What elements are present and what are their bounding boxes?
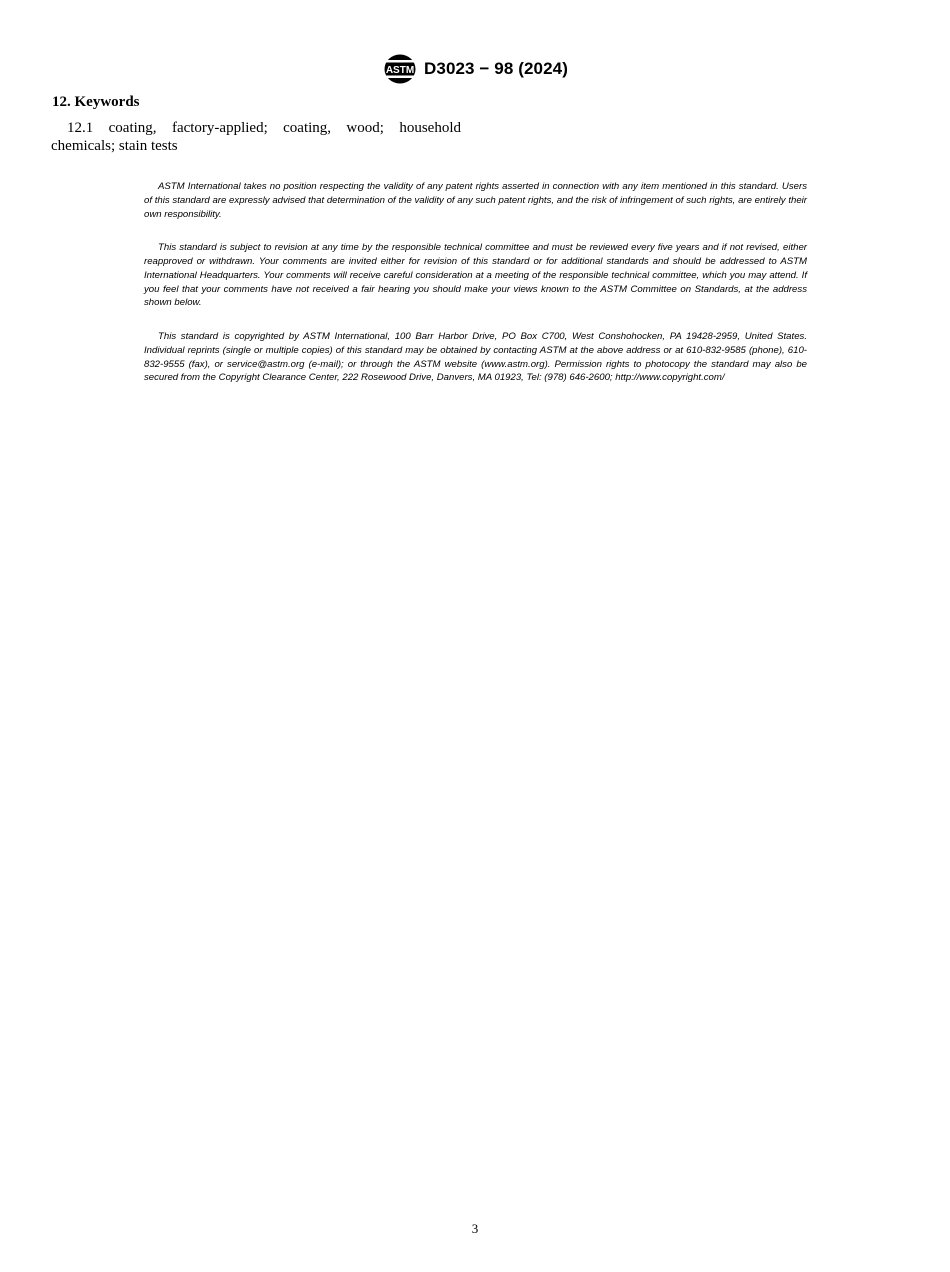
copyright-notice: This standard is copyrighted by ASTM International, 100 Barr Harbor Drive, PO Box C700, West Conshohocken, PA 19428-2959, United States. Individual reprints (single or multiple copies) of this standard may be obtained by contacting ASTM at the above address or at 610-832-9585 (phone), 610-832-9555 (fax), or service@astm.org (e-mail); or through the ASTM website (www.astm.org). Permission rights to photocopy the standard may also be secured from the Copyright Clearance Center, 222 Rosewood Drive, Danvers, MA 01923, Tel: (978) 646-2600; http://www.copyright.com/	[144, 331, 807, 384]
legal-notices	[144, 180, 807, 405]
header-inner	[382, 53, 568, 85]
patent-notice: ASTM International takes no position respecting the validity of any patent rights asserted in connection with any item mentioned in this standard. Users of this standard are expressly advised that determination of the validity of any such patent rights, and the risk of infringement of such rights, are entirely their own responsibility.	[144, 181, 807, 220]
revision-notice: This standard is subject to revision at any time by the responsible technical committee and must be reviewed every five years and if not revised, either reapproved or withdrawn. Your comments are invited either for revision of this standard or for additional standards and should be addressed to ASTM International Headquarters. Your comments will receive careful consideration at a meeting of the responsible technical committee, which you may attend. If you feel that your comments have not received a fair hearing you should make your views known to the ASTM Committee on Standards, at the address shown below.	[144, 242, 807, 309]
astm-logo-icon	[382, 53, 418, 85]
page-header	[0, 52, 950, 86]
section-heading: 12. Keywords	[52, 94, 140, 110]
standard-designation: D3023 − 98 (2024)	[424, 59, 568, 78]
page-number: 3	[471, 1221, 479, 1236]
logo-text: ASTM	[385, 65, 415, 76]
section-paragraph: 12.1 coating, factory-applied; coating, wood; household chemicals; stain tests	[51, 120, 461, 154]
